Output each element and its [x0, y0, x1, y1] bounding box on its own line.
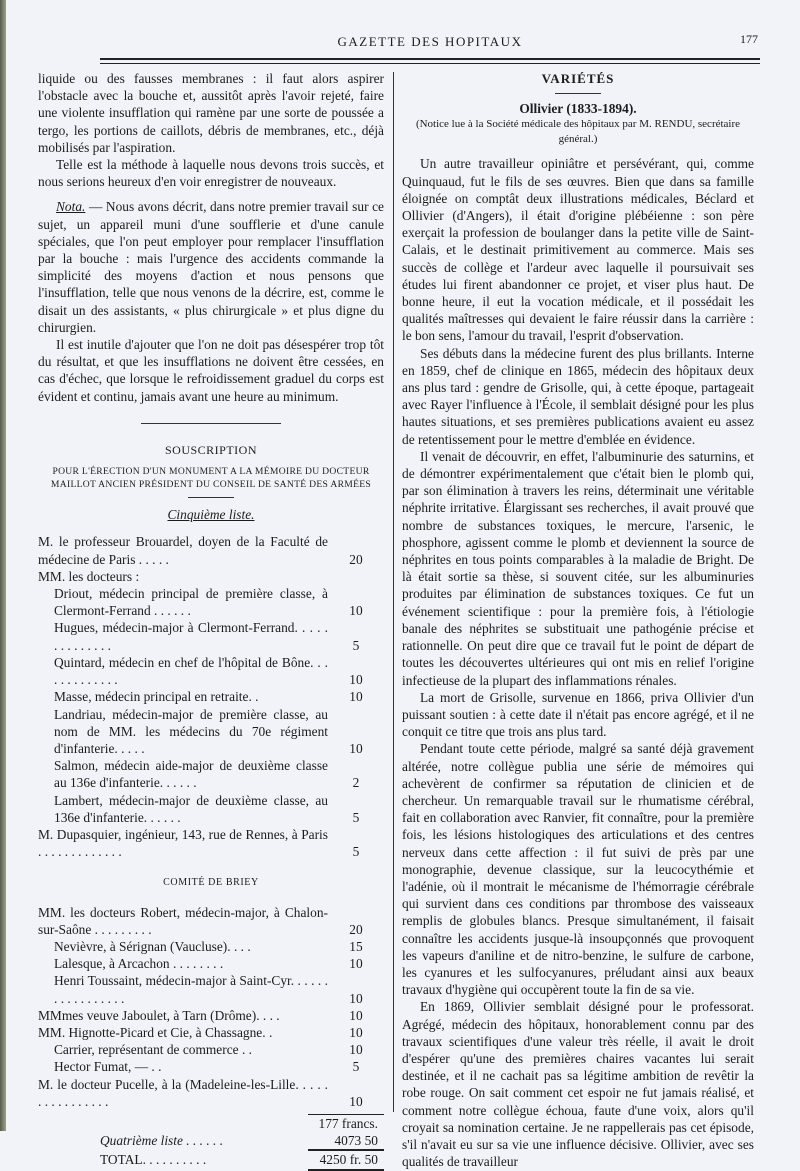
nota-paragraph	[38, 198, 384, 336]
subscription-amount: 5	[352, 637, 360, 653]
subscription-row	[38, 826, 384, 860]
total-label: TOTAL. . . . . . . . . .	[100, 1152, 207, 1168]
subscriber-name: Landriau, médecin-major de première classe, au nom de MM. les médecins du 70e régiment d'infanterie. . . . .	[54, 706, 328, 756]
subscription-amount: 10	[349, 672, 363, 688]
subscriber-name: Lambert, médecin-major de deuxième classe, au 136e d'infanterie. . . . . .	[54, 792, 328, 825]
subscription-row	[38, 619, 384, 653]
paragraph: Ses débuts dans la médecine furent des plus brillants. Interne en 1859, chef de clinique en 1865, médecin des hôpitaux deux ans plus tard : gendre de Grisolle, qui, à cette époque, partageait avec Rayer l'influence à l'École, il semblait désigné pour les plus hautes situations, et ses premières publications avaient eu assez de retentissement pour le mettre d'emblée en évidence.	[402, 345, 754, 447]
subscription-row	[38, 1007, 384, 1024]
subscription-row	[38, 904, 384, 938]
right-column	[402, 70, 754, 1170]
paragraph: Il venait de découvrir, en effet, l'albuminurie des saturnins, et de démontrer expérimentalement que c'était bien le plomb qui, par son élimination à travers les reins, déterminait une véritable néphrite irritative. Élargissant ses recherches, il avait prouvé que nombre de substances toxiques, le mercure, l'arsenic, le phosphore, agissent comme le plomb et deviennent la source de néphrites en tous points comparables à la maladie de Bright. De là était sortie sa thèse, si souvent citée, sur les albuminuries produites par élimination de substances toxiques. Ce fut un événement scientifique : pour la première fois, à l'étiologie banale des néphrites se substituait une pathogénie précise et rationnelle. On peut dire que ce travail fut le point de départ de toutes les découvertes ultérieures qui ont mis en relief l'origine infectieuse de la plupart des inflammations rénales.	[402, 448, 754, 688]
subscription-amount: 5	[352, 1059, 360, 1075]
subscriber-name: Quintard, médecin en chef de l'hôpital de Bône. . . . . . . . . . . . .	[54, 654, 328, 688]
subscriber-name: MMmes veuve Jaboulet, à Tarn (Drôme). . . .	[38, 1007, 280, 1023]
previous-list-value: 4073 50	[308, 1132, 384, 1151]
subscription-row	[38, 972, 384, 1006]
article-heading: Ollivier (1833-1894).	[519, 101, 637, 117]
subscriber-name: Hugues, médecin-major à Clermont-Ferrand. . . . . . . . . . . . . .	[54, 620, 328, 653]
subscription-row	[38, 1041, 384, 1058]
subscriber-name: Hector Fumat, — . .	[54, 1059, 162, 1075]
totals	[38, 1114, 384, 1171]
running-header: GAZETTE DES HOPITAUX	[337, 34, 523, 49]
subscriber-name: Masse, médecin principal en retraite. .	[54, 689, 259, 705]
short-rule	[555, 93, 601, 94]
subscription-amount: 15	[349, 938, 363, 954]
header-rule	[100, 58, 760, 60]
subscription-row	[38, 938, 384, 955]
subscriber-name: Nevièvre, à Sérignan (Vaucluse). . . .	[54, 938, 251, 954]
subscriber-name: MM. les docteurs :	[38, 568, 140, 584]
subscriber-name: Lalesque, à Arcachon . . . . . . . .	[54, 956, 224, 972]
subscription-amount: 10	[349, 1024, 363, 1040]
article-notice: (Notice lue à la Société médicale des hôpitaux par M. RENDU, secrétaire général.)	[415, 118, 741, 146]
paragraph: Un autre travailleur opiniâtre et persévérant, qui, comme Quinquaud, fut le fils de ses œuvres. Bien que dans sa famille éloignée on comptât deux illustrations médicales, Béclard et Ollivier (d'Angers), il était d'origine plébéienne : son père exerçait la profession de boulanger dans la petite ville de Saint-Calais, et le destinait primitivement au commerce. Mais ses succès de collège et l'ardeur avec laquelle il poursuivait ses études lui firent abandonner ce projet, et viser plus haut. De bonne heure, il eut la vocation médicale, et il possédait les qualités maîtresses qui devaient le faire réussir dans la carrière : le bon sens, l'amour du travail, l'esprit d'observation.	[402, 156, 754, 344]
subscription-amount: 2	[352, 775, 360, 791]
subscription-row	[38, 792, 384, 826]
subscriber-name: Carrier, représentant de commerce . .	[54, 1042, 252, 1058]
subscription-amount: 10	[349, 956, 363, 972]
souscription-title: SOUSCRIPTION	[164, 443, 257, 458]
page-binding-edge	[0, 0, 6, 1131]
subscription-amount: 5	[352, 809, 360, 825]
subscription-amount: 10	[349, 689, 363, 705]
total-value: 4250 fr. 50	[308, 1151, 384, 1170]
subscription-row	[38, 1024, 384, 1041]
briey-title: COMITÉ DE BRIEY	[163, 877, 259, 889]
subscription-row	[38, 955, 384, 972]
subscriber-name: MM. les docteurs Robert, médecin-major, à Chalon-sur-Saône . . . . . . . . .	[38, 904, 328, 937]
column-divider	[393, 72, 394, 1112]
subscription-list	[38, 533, 384, 860]
subscription-amount: 10	[349, 1042, 363, 1058]
subscription-amount: 5	[352, 844, 360, 860]
paragraph: La mort de Grisolle, survenue en 1866, priva Ollivier d'un puissant soutien : à cette date il n'était pas encore agrégé, et il ne conquit ce titre que trois ans plus tard.	[402, 689, 754, 740]
short-rule	[188, 497, 234, 498]
subscription-row	[38, 1058, 384, 1075]
subscription-row	[38, 568, 384, 585]
subtotal-value: 177 francs.	[308, 1114, 384, 1132]
subscription-amount: 10	[349, 740, 363, 756]
subscription-row	[38, 585, 384, 619]
subscriber-name: M. le professeur Brouardel, doyen de la Faculté de médecine de Paris . . . . .	[38, 534, 328, 567]
header-rule-thin	[100, 63, 760, 64]
subscription-amount: 20	[349, 921, 363, 937]
paragraph: liquide ou des fausses membranes : il faut alors aspirer l'obstacle avec la bouche et, aussitôt après l'avoir rejeté, faire une violente insufflation qui ramène par une sorte de poussée a tergo, les portions de caillots, débris de membranes, etc., déjà mobilisés par l'aspiration.	[38, 71, 384, 155]
paragraph: Il est inutile d'ajouter que l'on ne doit pas désespérer trop tôt du résultat, et que les insufflations ne doivent être cessées, en cas d'échec, que lorsque le refroidissement graduel du corps est évident et continu, jamais avant une heure au minimum.	[38, 337, 384, 404]
subscriber-name: Salmon, médecin aide-major de deuxième classe au 136e d'infanterie. . . . . .	[54, 758, 328, 791]
souscription-subtitle: POUR L'ÉRECTION D'UN MONUMENT A LA MÉMOIRE DU DOCTEUR MAILLOT ANCIEN PRÉSIDENT DU CONSEIL DE SANTÉ DES ARMÉES	[50, 466, 372, 491]
subscriber-name: M. Dupasquier, ingénieur, 143, rue de Rennes, à Paris . . . . . . . . . . . . .	[38, 826, 328, 860]
subscription-row	[38, 688, 384, 705]
subscription-amount: 10	[349, 603, 363, 619]
paragraph: Telle est la méthode à laquelle nous devons trois succès, et nous serions heureux d'en voir enregistrer de nouveaux.	[38, 157, 384, 190]
subscription-amount: 10	[349, 990, 363, 1006]
subscription-row	[38, 1076, 384, 1110]
nota-label: Nota.	[56, 199, 86, 215]
subscriber-name: MM. Hignotte-Picard et Cie, à Chassagne. .	[38, 1024, 273, 1040]
varietes-title: VARIÉTÉS	[541, 71, 615, 86]
subscriber-name: Driout, médecin principal de première classe, à Clermont-Ferrand . . . . . .	[54, 586, 328, 619]
previous-list-label: Quatrième liste . . . . . .	[100, 1133, 224, 1149]
subscription-row	[38, 533, 384, 567]
subscription-row	[38, 654, 384, 688]
subscriber-name: Henri Toussaint, médecin-major à Saint-Cyr. . . . . . . . . . . . . . . . .	[54, 973, 328, 1006]
subscription-amount: 20	[349, 551, 363, 567]
subscriber-name: M. le docteur Pucelle, à la (Madeleine-les-Lille. . . . . . . . . . . . . . . .	[38, 1076, 328, 1109]
subscription-amount: 10	[349, 1093, 363, 1109]
list-title: Cinquième liste.	[167, 507, 255, 523]
subscription-row	[38, 706, 384, 758]
paragraph: En 1869, Ollivier semblait désigné pour le professorat. Agrégé, médecin des hôpitaux, honorablement connu par des travaux scientifiques d'une valeur très réelle, il avait le droit d'espérer qu'une des premières chaires vacantes lui serait destinée, et il ne cachait pas sa légitime ambition de revêtir la robe rouge. On sait comment cet espoir ne fut jamais réalisé, et comment notre collègue échoua, faute d'une voix, alors qu'il croyait sa nomination certaine. Je ne rappellerais pas cet épisode, s'il n'avait eu sur sa vie une influence décisive. Ollivier, avec ses qualités de travailleur	[402, 999, 754, 1170]
briey-list	[38, 904, 384, 1110]
nota-text: — Nous avons décrit, dans notre premier travail sur ce sujet, un appareil muni d'une soufflerie et d'une canule spéciales, que l'on peut employer pour remplacer l'insufflation par la bouche : mais l'urgence des accidents commande la simplicité des moyens d'action et nous pensons que l'insufflation, telle que nous venons de la décrire, est, comme le disait un des assistants, « plus chirurgicale » et plus digne du chirurgien.	[38, 199, 384, 335]
left-column	[38, 70, 384, 1171]
page-number: 177	[740, 32, 758, 46]
subscription-row	[38, 757, 384, 791]
paragraph: Pendant toute cette période, malgré sa santé déjà gravement altérée, notre collègue publia une série de mémoires qui achevèrent de confirmer sa réputation de clinicien et de chercheur. Un remarquable travail sur le rhumatisme cérébral, fait en collaboration avec Ranvier, fit connaître, pour la première fois, les lésions histologiques des articulations et des centres nerveux dans cette affection : il fut suivi de près par une monographie, devenue classique, sur la leucocythémie et l'adénie, où il montrait le mécanisme de l'hémorragie cérébrale qui survient dans ces conditions par thrombose des vaisseaux remplis de globules blancs. Presque simultanément, il faisait connaître les accidents jusque-là insoupçonnés que provoquent les vapeurs d'aniline et de nitro-benzine, le sulfure de carbone, les cyanures et les sulfocyanures, préludant ainsi aux beaux travaux d'hygiène qui occupèrent toute la fin de sa vie.	[402, 741, 754, 998]
subscription-amount: 10	[349, 1007, 363, 1023]
section-ornament	[38, 415, 384, 432]
